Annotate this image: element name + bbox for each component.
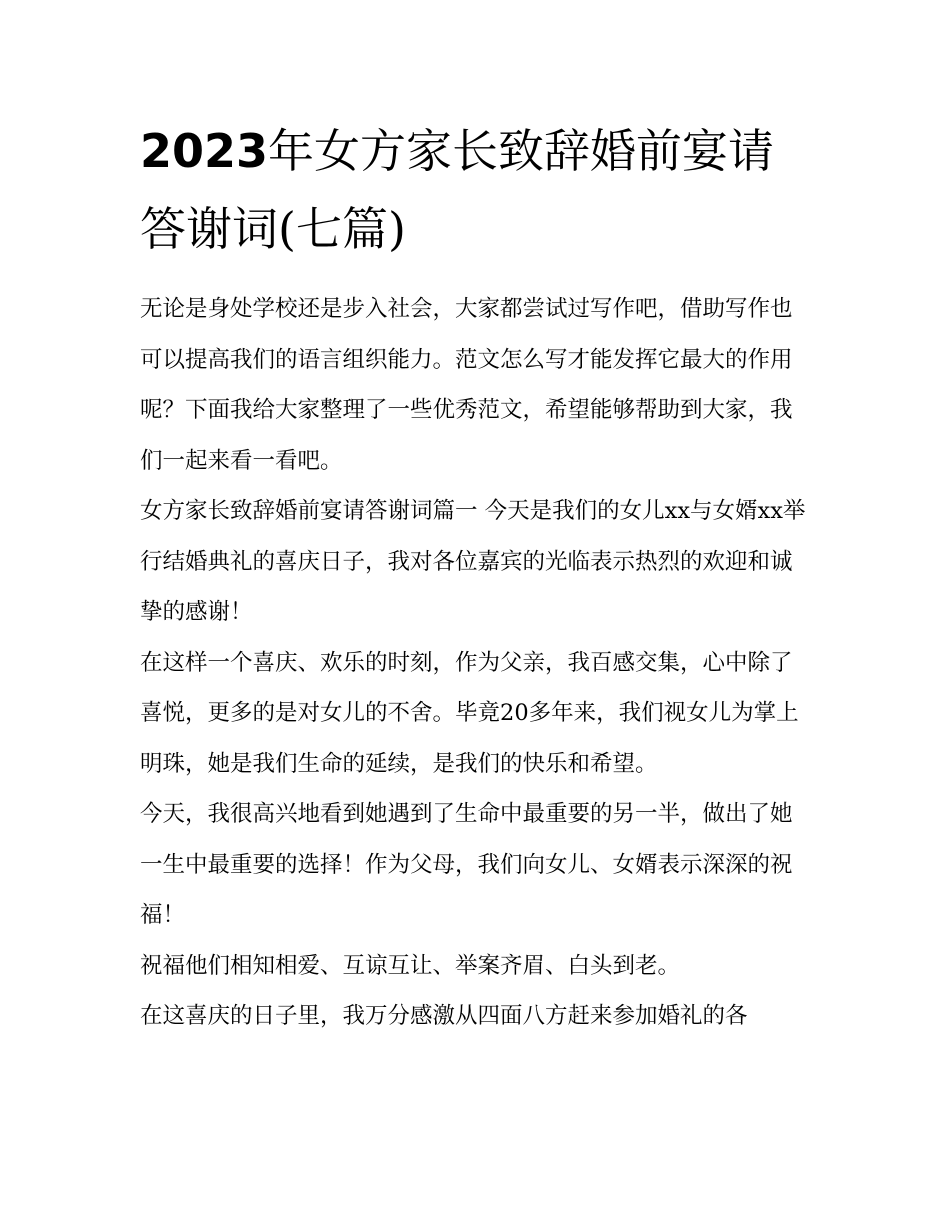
title-year: 2023 — [140, 124, 269, 178]
paragraph-father-feelings: 在这样一个喜庆、欢乐的时刻，作为父亲，我百感交集，心中除了喜悦，更多的是对女儿的不舍。毕竟20多年来，我们视女儿为掌上明珠，她是我们生命的延续，是我们的快乐和希望。 — [140, 649, 799, 777]
paragraph-wishes: 祝福他们相知相爱、互谅互让、举案齐眉、白头到老。 — [140, 952, 681, 979]
title-text: 年女方家长致辞婚前宴请答谢词(七篇) — [140, 124, 775, 256]
paragraph-blessing: 今天，我很高兴地看到她遇到了生命中最重要的另一半，做出了她一生中最重要的选择！作为父母，我们向女儿、女婿表示深深的祝福！ — [140, 801, 793, 928]
paragraph-gratitude: 在这喜庆的日子里，我万分感激从四面八方赶来参加婚礼的各 — [140, 1003, 748, 1029]
paragraph-speech-opening: 女方家长致辞婚前宴请答谢词篇一 今天是我们的女儿xx与女婿xx举行结婚典礼的喜庆日子，我对各位嘉宾的光临表示热烈的欢迎和诚挚的感谢！ — [140, 498, 806, 625]
paragraph-intro: 无论是身处学校还是步入社会，大家都尝试过写作吧，借助写作也可以提高我们的语言组织能力。范文怎么写才能发挥它最大的作用呢？下面我给大家整理了一些优秀范文，希望能够帮助到大家，我们一起来看一看吧。 — [140, 296, 793, 474]
document-title — [140, 112, 812, 268]
document-body — [140, 284, 812, 1042]
